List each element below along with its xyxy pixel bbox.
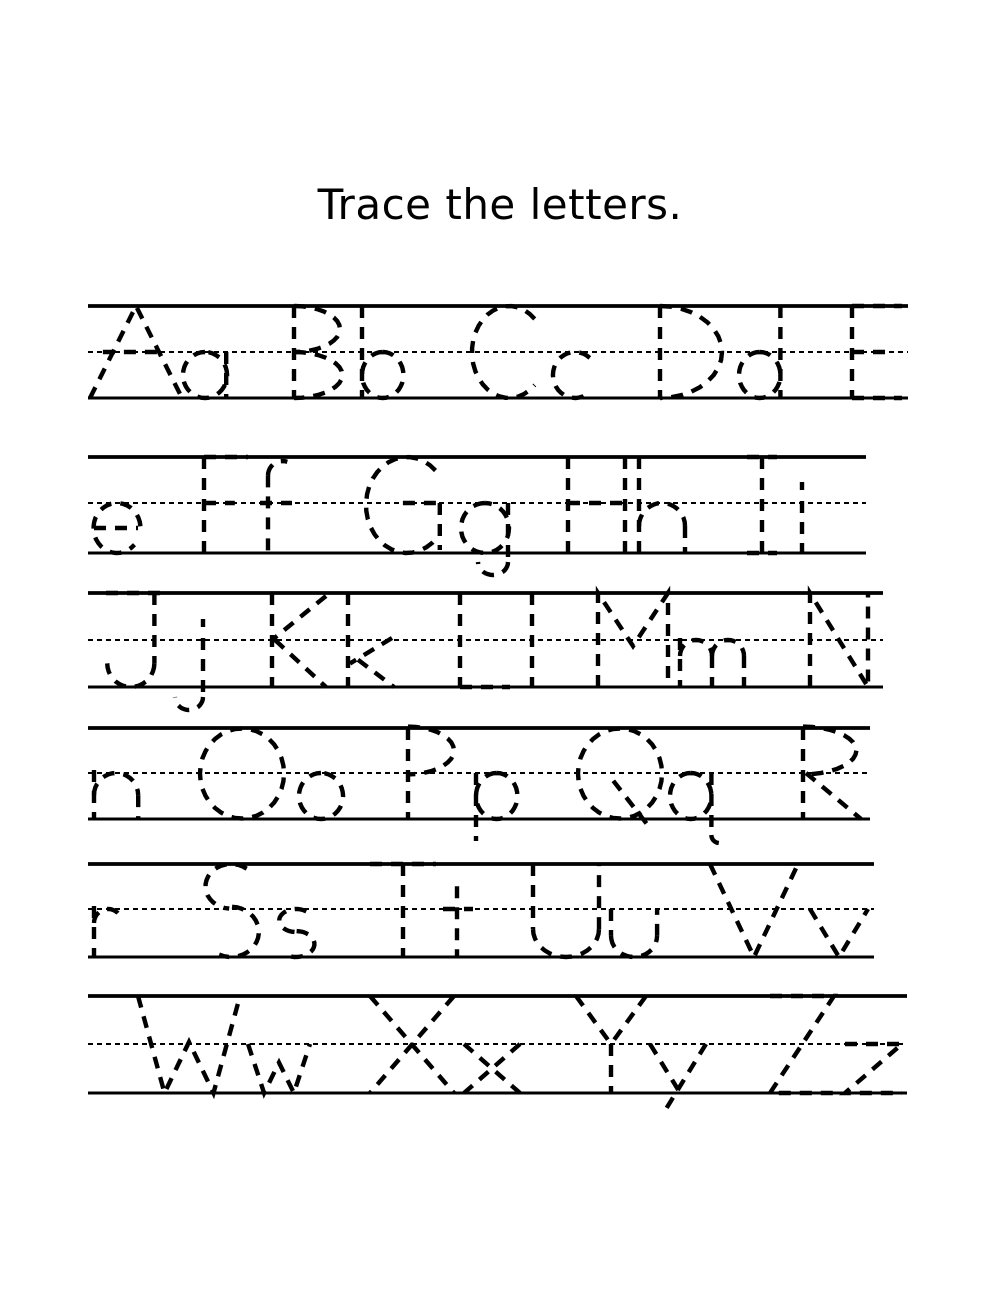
- trace-letter-o: [299, 773, 343, 819]
- trace-letter-F: [204, 457, 248, 553]
- trace-letter-f: [260, 461, 292, 553]
- trace-letter-p: [476, 773, 517, 841]
- trace-letter-J: [106, 593, 168, 687]
- trace-letter-O: [200, 729, 284, 819]
- trace-letter-U: [533, 864, 599, 957]
- trace-letter-N: [810, 593, 868, 687]
- trace-letter-E: [852, 306, 902, 398]
- worksheet-title: Trace the letters.: [317, 180, 683, 229]
- trace-letter-I: [747, 457, 777, 553]
- trace-letter-e: [94, 503, 141, 553]
- trace-letter-t: [443, 886, 473, 957]
- trace-letter-s: [279, 909, 314, 957]
- trace-letter-A: [90, 306, 182, 398]
- trace-letter-v: [810, 909, 868, 957]
- trace-letter-V: [710, 864, 798, 957]
- trace-letter-g: [461, 503, 509, 575]
- trace-letter-D: [660, 306, 722, 398]
- trace-letter-Y: [576, 996, 646, 1093]
- trace-letter-b: [362, 306, 403, 398]
- trace-letter-w: [248, 1044, 310, 1093]
- trace-letter-G: [366, 457, 440, 553]
- tracing-row-5: [0, 819, 1000, 1007]
- trace-letter-u: [611, 909, 657, 957]
- trace-letter-z: [845, 1044, 902, 1093]
- trace-letter-y: [650, 1044, 706, 1115]
- trace-letter-q: [670, 773, 724, 843]
- trace-letter-r: [94, 906, 121, 957]
- trace-letter-B: [294, 306, 342, 398]
- trace-letter-d: [739, 306, 780, 398]
- trace-letter-h: [639, 457, 685, 553]
- trace-letter-T: [370, 864, 436, 957]
- trace-letter-C: [472, 306, 535, 398]
- tracing-row-1: [0, 261, 1000, 448]
- trace-letter-m: [680, 638, 744, 687]
- trace-letter-S: [206, 864, 259, 957]
- trace-letter-K: [272, 593, 326, 687]
- tracing-row-4: [0, 683, 1000, 869]
- trace-letter-j: [175, 619, 203, 710]
- trace-letter-x: [464, 1044, 520, 1093]
- trace-letter-X: [370, 996, 454, 1093]
- trace-letter-Z: [770, 996, 834, 1093]
- trace-letter-n: [94, 770, 138, 819]
- trace-letter-k: [348, 593, 394, 687]
- tracing-row-2: [0, 412, 1000, 603]
- trace-letter-R: [803, 727, 861, 819]
- trace-letter-P: [408, 727, 454, 819]
- tracing-row-6: [0, 951, 1000, 1143]
- trace-letter-L: [460, 593, 510, 687]
- trace-letter-a: [183, 352, 227, 398]
- trace-letter-W: [138, 996, 240, 1093]
- trace-letter-H: [568, 457, 625, 553]
- trace-letter-Q: [578, 729, 662, 825]
- tracing-row-3: [0, 548, 1000, 737]
- trace-letter-M: [598, 593, 668, 687]
- trace-letter-c: [553, 352, 590, 398]
